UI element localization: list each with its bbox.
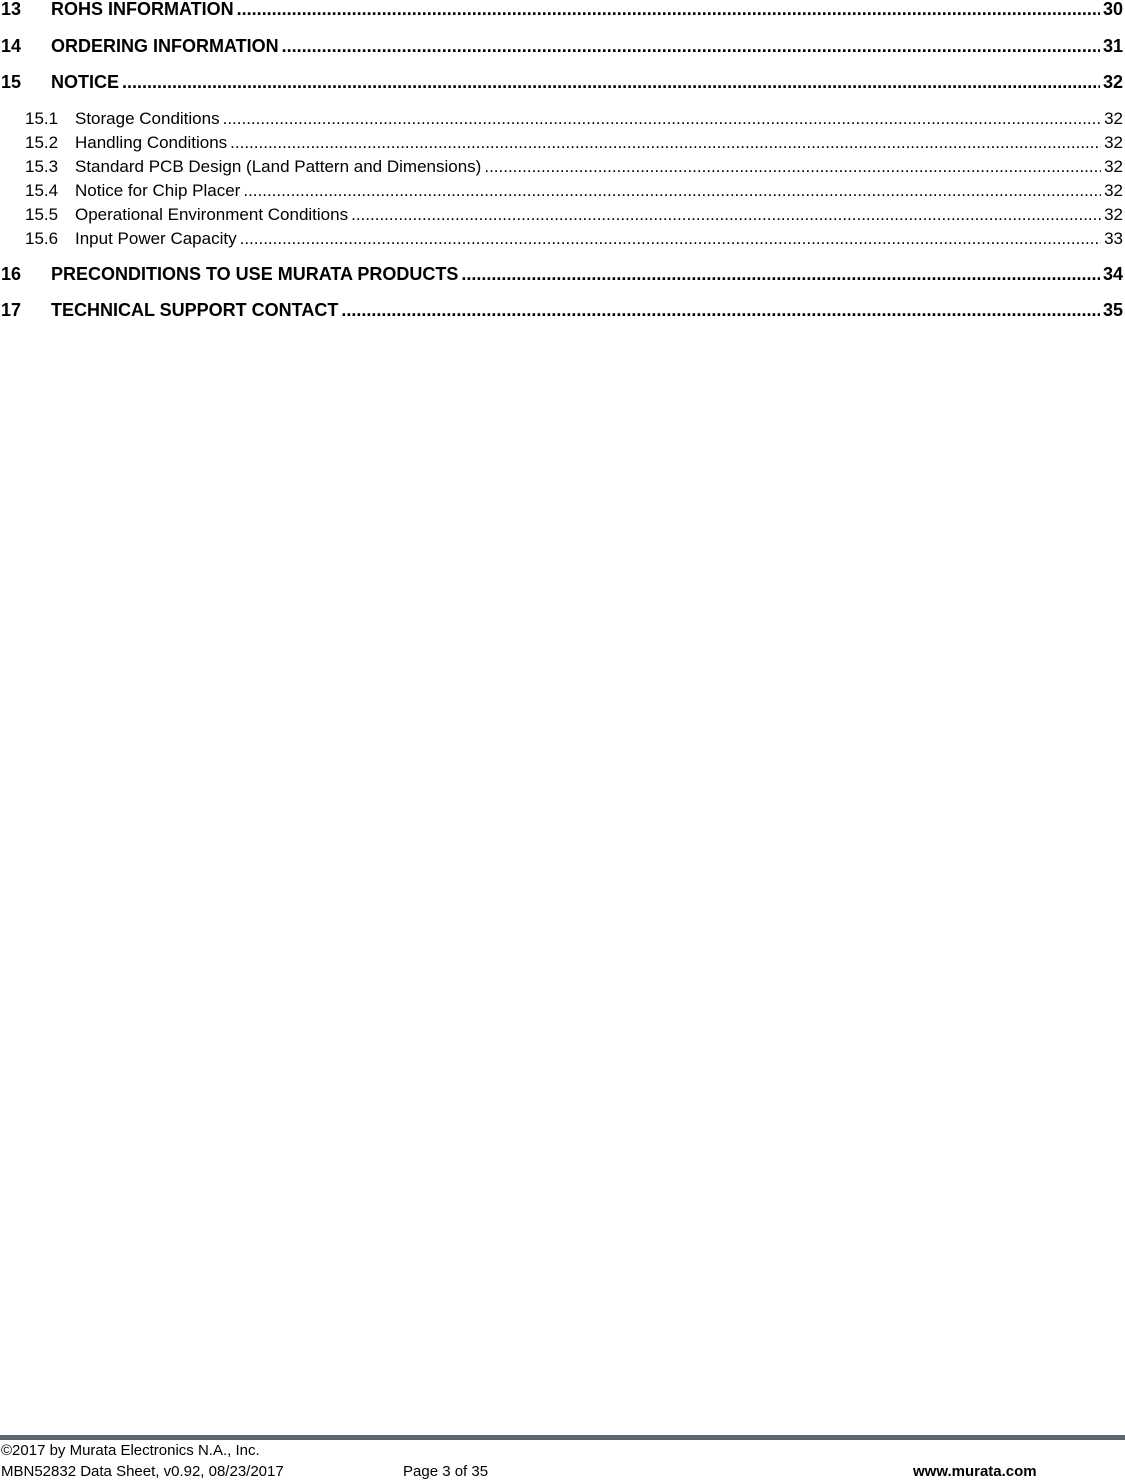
- toc-entry-number: 15.6: [25, 229, 59, 248]
- toc-entry-page: 32: [1104, 109, 1123, 128]
- toc-entry-page: 34: [1102, 264, 1123, 284]
- toc-entry-page: 30: [1102, 0, 1123, 19]
- toc-leader-dots: [341, 300, 1100, 321]
- toc-entry-15-3[interactable]: [0, 153, 1125, 177]
- toc-entry-number: 15.2: [25, 133, 59, 152]
- toc-entry-title: Operational Environment Conditions: [75, 205, 349, 224]
- toc-entry-page: 32: [1102, 72, 1123, 92]
- toc-entry-page: 32: [1104, 205, 1123, 224]
- toc-entry-title: Input Power Capacity: [75, 229, 237, 248]
- toc-entry-title: Handling Conditions: [75, 133, 228, 152]
- toc-entry-17[interactable]: [0, 297, 1125, 321]
- toc-entry-number: 15.3: [25, 157, 59, 176]
- toc-entry-title: ROHS INFORMATION: [51, 0, 234, 19]
- toc-entry-number: 16: [1, 264, 22, 284]
- footer-copyright: ©2017 by Murata Electronics N.A., Inc.: [1, 1442, 260, 1459]
- toc-leader-dots: [282, 36, 1100, 57]
- toc-entry-15[interactable]: [0, 69, 1125, 93]
- toc-leader-dots: [240, 229, 1101, 249]
- toc-entry-title: Notice for Chip Placer: [75, 181, 241, 200]
- toc-entry-15-5[interactable]: [0, 201, 1125, 225]
- toc-entry-title: Standard PCB Design (Land Pattern and Dimensions): [75, 157, 482, 176]
- toc-entry-number: 17: [1, 300, 22, 320]
- toc-leader-dots: [351, 205, 1101, 225]
- toc-entry-title: ORDERING INFORMATION: [51, 36, 279, 56]
- toc-entry-15-6[interactable]: [0, 225, 1125, 249]
- footer-website-link[interactable]: www.murata.com: [913, 1463, 1037, 1480]
- toc-entry-13[interactable]: [0, 0, 1125, 20]
- toc-entry-title: NOTICE: [51, 72, 120, 92]
- toc-entry-page: 31: [1102, 36, 1123, 56]
- toc-entry-number: 13: [1, 0, 22, 19]
- toc-leader-dots: [237, 0, 1100, 20]
- toc-entry-number: 15: [1, 72, 22, 92]
- toc-entry-number: 15.4: [25, 181, 59, 200]
- footer-page-number: Page 3 of 35: [403, 1463, 489, 1480]
- toc-entry-title: PRECONDITIONS TO USE MURATA PRODUCTS: [51, 264, 459, 284]
- toc-entry-title: Storage Conditions: [75, 109, 220, 128]
- toc-entry-16[interactable]: [0, 261, 1125, 285]
- toc-leader-dots: [122, 72, 1100, 93]
- toc-entry-15-2[interactable]: [0, 129, 1125, 153]
- toc-entry-15-4[interactable]: [0, 177, 1125, 201]
- toc-entry-page: 35: [1102, 300, 1123, 320]
- footer-divider: [0, 1435, 1125, 1440]
- toc-entry-number: 15.5: [25, 205, 59, 224]
- toc-entry-page: 32: [1104, 181, 1123, 200]
- toc-leader-dots: [230, 133, 1101, 153]
- toc-entry-number: 15.1: [25, 109, 59, 128]
- toc-entry-page: 32: [1104, 133, 1123, 152]
- toc-entry-14[interactable]: [0, 33, 1125, 57]
- toc-entry-page: 32: [1104, 157, 1123, 176]
- toc-leader-dots: [484, 157, 1101, 177]
- toc-leader-dots: [461, 264, 1100, 285]
- toc-leader-dots: [223, 109, 1101, 129]
- toc-entry-15-1[interactable]: [0, 105, 1125, 129]
- footer-doc-info: MBN52832 Data Sheet, v0.92, 08/23/2017: [1, 1463, 284, 1480]
- toc-entry-page: 33: [1104, 229, 1123, 248]
- toc-leader-dots: [243, 181, 1101, 201]
- toc-entry-title: TECHNICAL SUPPORT CONTACT: [51, 300, 339, 320]
- toc-entry-number: 14: [1, 36, 22, 56]
